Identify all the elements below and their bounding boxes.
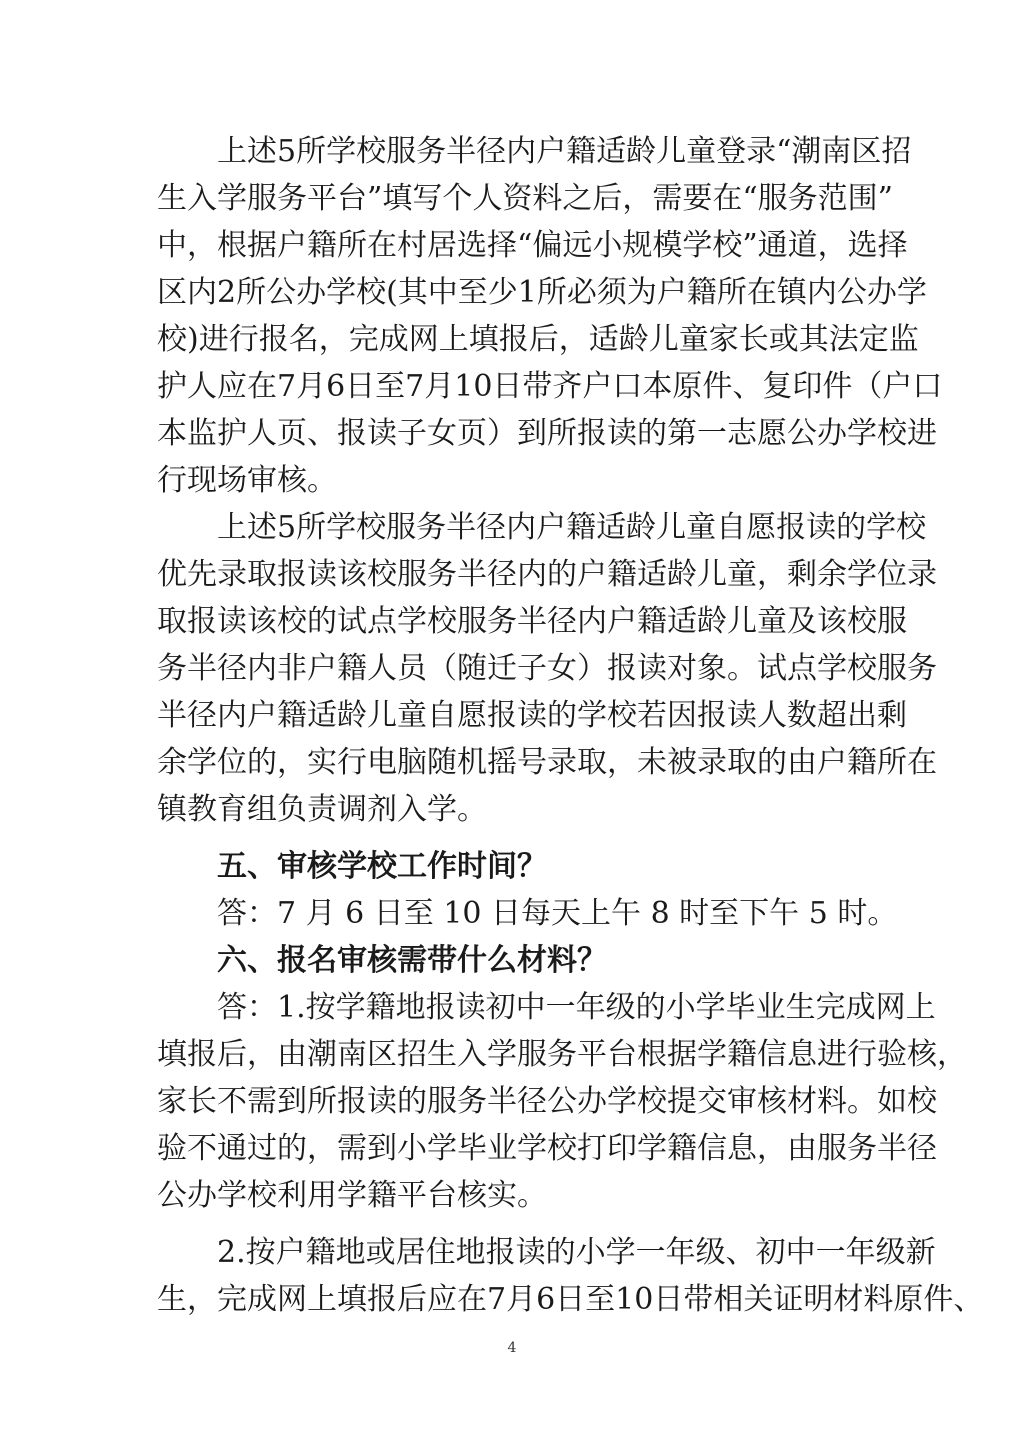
text-line: 生入学服务平台”填写个人资料之后，需要在“服务范围” [157, 181, 894, 216]
paragraph-gap [157, 1219, 869, 1229]
text-line: 答：1.按学籍地报读初中一年级的小学毕业生完成网上 [157, 990, 936, 1025]
paragraph [157, 1229, 984, 1323]
text-line: 优先录取报读该校服务半径内的户籍适龄儿童，剩余学位录 [157, 557, 937, 592]
text-line: 校)进行报名，完成网上填报后，适龄儿童家长或其法定监 [157, 322, 919, 357]
text-line: 中，根据户籍所在村居选择“偏远小规模学校”通道，选择 [157, 228, 908, 263]
text-line: 务半径内非户籍人员（随迁子女）报读对象。试点学校服务 [157, 651, 937, 686]
text-line: 六、报名审核需带什么材料？ [157, 943, 607, 978]
paragraph-gap [157, 833, 869, 843]
text-line: 区内2所公办学校(其中至少1所必须为户籍所在镇内公办学 [157, 275, 927, 310]
text-line: 生，完成网上填报后应在7月6日至10日带相关证明材料原件、 [157, 1282, 984, 1317]
document-body [157, 128, 984, 1323]
text-line: 上述5所学校服务半径内户籍适龄儿童登录“潮南区招 [157, 134, 912, 169]
page-number: 4 [507, 1340, 517, 1356]
paragraph [157, 504, 937, 833]
text-line: 护人应在7月6日至7月10日带齐户口本原件、复印件（户口 [157, 369, 943, 404]
text-line: 取报读该校的试点学校服务半径内户籍适龄儿童及该校服 [157, 604, 907, 639]
text-line: 五、审核学校工作时间？ [157, 849, 547, 884]
text-line: 公办学校利用学籍平台核实。 [157, 1178, 547, 1213]
section-heading [157, 937, 869, 984]
text-line: 半径内户籍适龄儿童自愿报读的学校若因报读人数超出剩 [157, 698, 907, 733]
text-line: 上述5所学校服务半径内户籍适龄儿童自愿报读的学校 [157, 510, 927, 545]
text-line: 家长不需到所报读的服务半径公办学校提交审核材料。如校 [157, 1084, 937, 1119]
text-line: 余学位的，实行电脑随机摇号录取，未被录取的由户籍所在 [157, 745, 937, 780]
section-heading [157, 843, 869, 890]
text-line: 验不通过的，需到小学毕业学校打印学籍信息，由服务半径 [157, 1131, 937, 1166]
paragraph [157, 984, 967, 1219]
text-line: 答：7 月 6 日至 10 日每天上午 8 时至下午 5 时。 [157, 896, 898, 931]
paragraph [157, 128, 943, 504]
text-line: 行现场审核。 [157, 463, 337, 498]
text-line: 本监护人页、报读子女页）到所报读的第一志愿公办学校进 [157, 416, 937, 451]
text-line: 填报后，由潮南区招生入学服务平台根据学籍信息进行验核， [157, 1037, 967, 1072]
text-line: 镇教育组负责调剂入学。 [157, 792, 487, 827]
paragraph [157, 890, 898, 937]
text-line: 2.按户籍地或居住地报读的小学一年级、初中一年级新 [157, 1235, 936, 1270]
